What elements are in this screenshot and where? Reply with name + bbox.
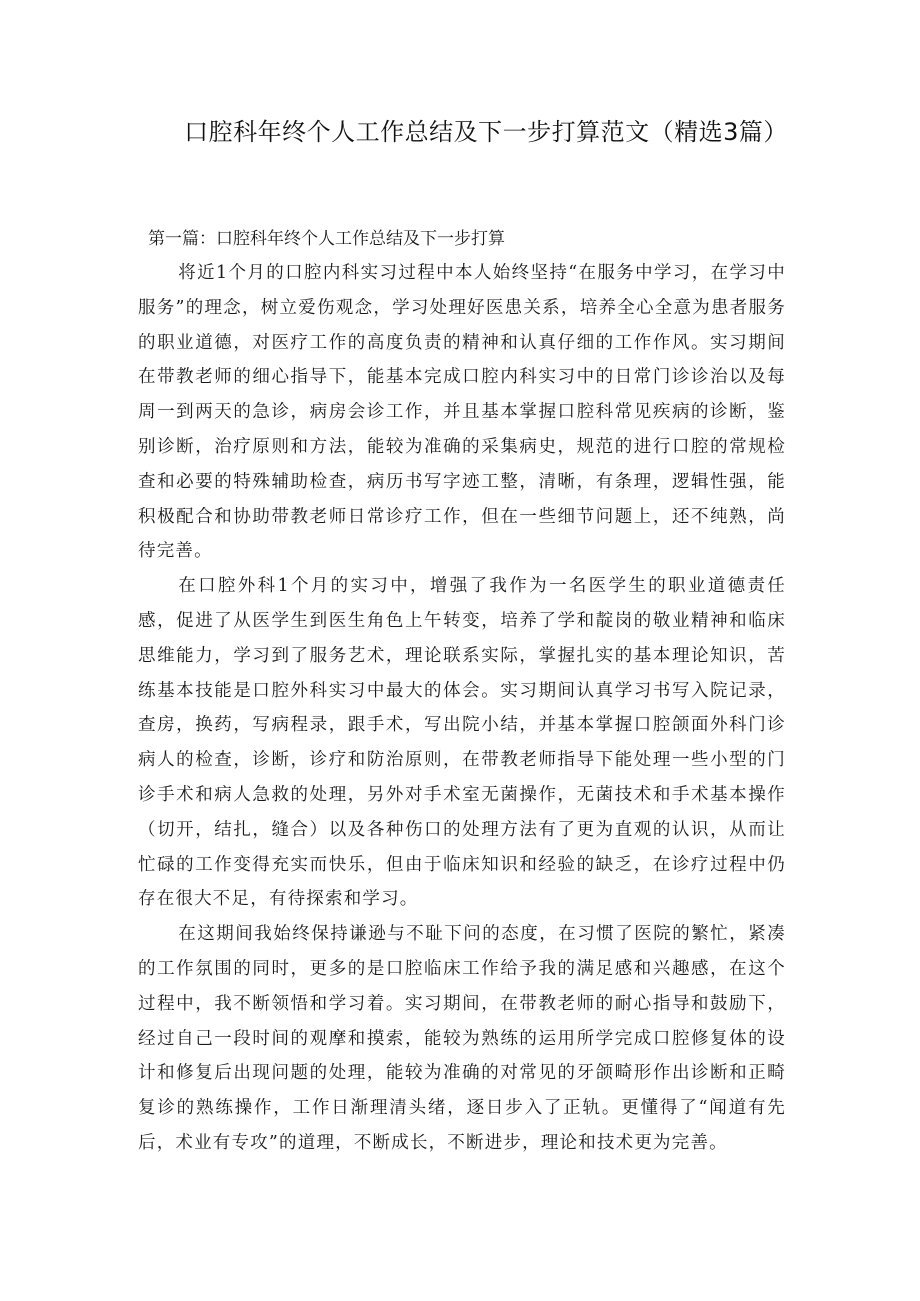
body-text xyxy=(138,256,786,1161)
paragraph-prosthodontics: 在这期间我始终保持谦逊与不耻下问的态度，在习惯了医院的繁忙，紧凑的工作氛围的同时，更多的是口腔临床工作给予我的满足感和兴趣感，在这个过程中，我不断领悟和学习着。实习期间，在带教老师的耐心指导和鼓励下，经过自己一段时间的观摩和摸索，能较为熟练的运用所学完成口腔修复体的设计和修复后出现问题的处理，能较为准确的对常见的牙颌畸形作出诊断和正畸复诊的熟练操作，工作日渐理清头绪，逐日步入了正轨。更懂得了“闻道有先后，术业有专攻”的道理，不断成长，不断进步，理论和技术更为完善。 xyxy=(138,924,786,1153)
section-heading: 第一篇：口腔科年终个人工作总结及下一步打算 xyxy=(148,229,505,249)
document-title: 口腔科年终个人工作总结及下一步打算范文（精选3篇） xyxy=(184,118,788,146)
paragraph-oral-surgery: 在口腔外科1个月的实习中，增强了我作为一名医学生的职业道德责任感，促进了从医学生到医生角色上午转变，培养了学和靛岗的敬业精神和临床思维能力，学习到了服务艺术，理论联系实际，掌握扎实的基本理论知识，苦练基本技能是口腔外科实习中最大的体会。实习期间认真学习书写入院记录，查房，换药，写病程录，跟手术，写出院小结，并基本掌握口腔颌面外科门诊病人的检查，诊断，诊疗和防治原则，在带教老师指导下能处理一些小型的门诊手术和病人急救的处理，另外对手术室无菌操作，无菌技术和手术基本操作（切开，结扎，缝合）以及各种伤口的处理方法有了更为直观的认识，从而让忙碌的工作变得充实而快乐，但由于临床知识和经验的缺乏，在诊疗过程中仍存在很大不足，有待探索和学习。 xyxy=(138,576,786,910)
paragraph-oral-medicine: 将近1个月的口腔内科实习过程中本人始终坚持“在服务中学习，在学习中服务”的理念，树立爱伤观念，学习处理好医患关系，培养全心全意为患者服务的职业道德，对医疗工作的高度负责的精神和认真仔细的工作作风。实习期间在带教老师的细心指导下，能基本完成口腔内科实习中的日常门诊诊治以及每周一到两天的急诊，病房会诊工作，并且基本掌握口腔科常见疾病的诊断，鉴别诊断，治疗原则和方法，能较为准确的采集病史，规范的进行口腔的常规检查和必要的特殊辅助检查，病历书写字迹工整，清晰，有条理，逻辑性强，能积极配合和协助带教老师日常诊疗工作，但在一些细节问题上，还不纯熟，尚待完善。 xyxy=(138,263,786,562)
